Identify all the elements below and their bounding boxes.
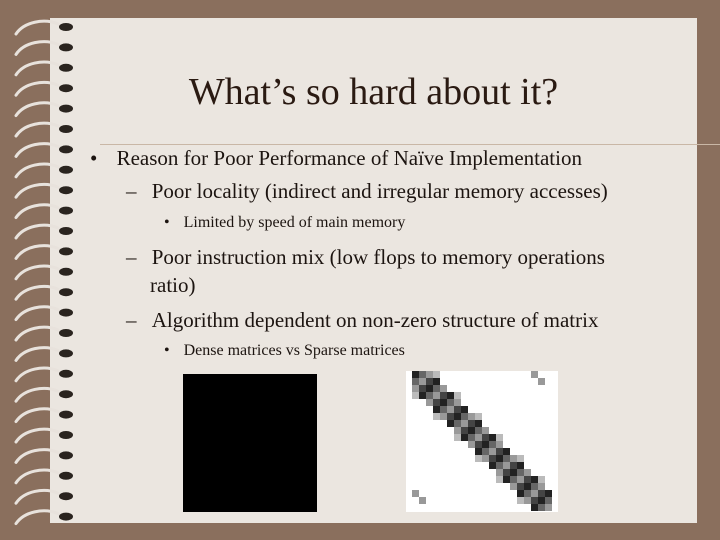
sparse-cell xyxy=(538,378,545,385)
sparse-cell xyxy=(524,490,531,497)
sparse-cell xyxy=(517,497,524,504)
binding-ring xyxy=(16,327,58,340)
sparse-cell xyxy=(461,413,468,420)
bullet-marker: • xyxy=(90,146,98,170)
binding-hole xyxy=(59,186,73,194)
binding-ring xyxy=(16,144,58,157)
binding-hole xyxy=(59,349,73,357)
binding-hole xyxy=(59,390,73,398)
binding-hole xyxy=(59,451,73,459)
sparse-cell xyxy=(524,497,531,504)
binding-ring xyxy=(16,103,58,116)
sparse-cell xyxy=(489,462,496,469)
bullet-text: Poor instruction mix (low flops to memory operations xyxy=(151,245,605,269)
binding-ring xyxy=(16,409,58,422)
binding-ring xyxy=(16,490,58,503)
sparse-cell xyxy=(496,476,503,483)
binding-hole xyxy=(59,411,73,419)
sparse-cell xyxy=(531,504,538,511)
binding-hole xyxy=(59,227,73,235)
sparse-cell xyxy=(517,490,524,497)
sparse-cell xyxy=(461,434,468,441)
binding-hole xyxy=(59,492,73,500)
sparse-cell xyxy=(454,399,461,406)
bullet-level-3 xyxy=(164,214,405,232)
binding-ring xyxy=(16,450,58,463)
sparse-cell xyxy=(419,392,426,399)
sparse-cell xyxy=(510,476,517,483)
binding-ring xyxy=(16,225,58,238)
sparse-cell xyxy=(440,385,447,392)
dense-matrix-icon xyxy=(183,374,317,512)
sparse-cell xyxy=(496,462,503,469)
sparse-cell xyxy=(489,434,496,441)
bullet-text: Poor locality (indirect and irregular memory accesses) xyxy=(151,179,608,203)
binding-hole xyxy=(59,84,73,92)
sparse-cell xyxy=(412,392,419,399)
binding-hole xyxy=(59,43,73,51)
bullet-level-2 xyxy=(126,245,605,270)
sparse-cell xyxy=(475,441,482,448)
sparse-cell xyxy=(496,455,503,462)
binding-hole xyxy=(59,329,73,337)
sparse-cell xyxy=(412,490,419,497)
sparse-cell xyxy=(461,420,468,427)
binding-hole xyxy=(59,288,73,296)
sparse-cell xyxy=(503,455,510,462)
sparse-cell xyxy=(517,462,524,469)
binding-ring xyxy=(16,184,58,197)
binding-hole xyxy=(59,23,73,31)
sparse-cell xyxy=(447,406,454,413)
binding-ring xyxy=(16,470,58,483)
sparse-cell xyxy=(440,399,447,406)
binding-ring xyxy=(16,123,58,136)
sparse-cell xyxy=(468,441,475,448)
bullet-level-2 xyxy=(126,179,608,204)
sparse-cell xyxy=(440,392,447,399)
sparse-cell xyxy=(433,378,440,385)
sparse-cell xyxy=(433,385,440,392)
binding-hole xyxy=(59,247,73,255)
sparse-cell xyxy=(489,448,496,455)
sparse-cell xyxy=(489,441,496,448)
sparse-cell xyxy=(475,448,482,455)
binding-ring xyxy=(16,286,58,299)
sparse-cell xyxy=(454,427,461,434)
sparse-cell xyxy=(496,441,503,448)
sparse-cell xyxy=(433,392,440,399)
binding-hole xyxy=(59,309,73,317)
slide-page xyxy=(50,18,697,523)
sparse-cell xyxy=(419,497,426,504)
binding-hole xyxy=(59,370,73,378)
title-divider xyxy=(100,144,720,145)
sparse-cell xyxy=(454,406,461,413)
sparse-cell xyxy=(468,420,475,427)
binding-hole xyxy=(59,145,73,153)
sparse-cell xyxy=(496,434,503,441)
sparse-cell xyxy=(503,469,510,476)
sparse-cell xyxy=(482,455,489,462)
sparse-cell xyxy=(496,448,503,455)
sparse-cell xyxy=(531,476,538,483)
bullet-marker: • xyxy=(164,214,170,231)
sparse-cell xyxy=(412,385,419,392)
binding-ring xyxy=(16,42,58,55)
sparse-cell xyxy=(419,378,426,385)
slide-title: What’s so hard about it? xyxy=(188,71,559,113)
sparse-cell xyxy=(496,469,503,476)
dash-marker: – xyxy=(126,179,137,203)
binding-ring xyxy=(16,307,58,320)
spiral-binding-icon xyxy=(10,16,82,526)
sparse-cell xyxy=(524,476,531,483)
binding-ring xyxy=(16,368,58,381)
sparse-cell xyxy=(447,413,454,420)
sparse-cell xyxy=(426,392,433,399)
sparse-cell xyxy=(531,371,538,378)
binding-hole xyxy=(59,207,73,215)
binding-ring xyxy=(16,62,58,75)
sparse-cell xyxy=(440,406,447,413)
binding-ring xyxy=(16,266,58,279)
bullet-level-1 xyxy=(90,146,582,171)
binding-ring xyxy=(16,348,58,361)
sparse-cell xyxy=(482,427,489,434)
binding-hole xyxy=(59,64,73,72)
sparse-cell xyxy=(454,413,461,420)
sparse-cell xyxy=(433,371,440,378)
binding-ring xyxy=(16,246,58,259)
sparse-cell xyxy=(489,455,496,462)
sparse-cell xyxy=(426,399,433,406)
sparse-cell xyxy=(433,406,440,413)
binding-hole xyxy=(59,125,73,133)
bullet-level-3 xyxy=(164,342,405,360)
sparse-cell xyxy=(517,476,524,483)
bullet-level-2 xyxy=(126,308,598,333)
sparse-cell xyxy=(433,413,440,420)
binding-ring xyxy=(16,511,58,524)
sparse-cell xyxy=(447,420,454,427)
sparse-cell xyxy=(482,434,489,441)
sparse-cell xyxy=(531,490,538,497)
sparse-cell xyxy=(454,420,461,427)
binding-ring xyxy=(16,429,58,442)
dash-marker: – xyxy=(126,245,137,269)
bullet-text: Algorithm dependent on non-zero structure of matrix xyxy=(151,308,599,332)
sparse-cell xyxy=(475,413,482,420)
sparse-cell xyxy=(503,462,510,469)
sparse-cell xyxy=(538,483,545,490)
sparse-cell xyxy=(454,434,461,441)
sparse-cell xyxy=(545,497,552,504)
binding-ring xyxy=(16,205,58,218)
bullet-marker: • xyxy=(164,342,170,359)
binding-hole xyxy=(59,513,73,521)
sparse-cell xyxy=(503,476,510,483)
binding-ring xyxy=(16,388,58,401)
binding-ring xyxy=(16,164,58,177)
sparse-cell xyxy=(538,504,545,511)
sparse-cell xyxy=(461,406,468,413)
binding-hole xyxy=(59,268,73,276)
sparse-cell xyxy=(468,434,475,441)
sparse-cell xyxy=(517,483,524,490)
sparse-cell xyxy=(524,483,531,490)
sparse-cell xyxy=(538,497,545,504)
sparse-cell xyxy=(482,448,489,455)
sparse-cell xyxy=(426,378,433,385)
bullet-continuation xyxy=(150,273,195,298)
sparse-cell xyxy=(447,399,454,406)
binding-hole xyxy=(59,166,73,174)
sparse-cell xyxy=(517,455,524,462)
sparse-cell xyxy=(412,371,419,378)
sparse-cell xyxy=(412,378,419,385)
bullet-text: Limited by speed of main memory xyxy=(183,214,406,231)
sparse-cell xyxy=(475,434,482,441)
sparse-cell xyxy=(517,469,524,476)
sparse-cell xyxy=(475,455,482,462)
sparse-cell xyxy=(545,504,552,511)
dash-marker: – xyxy=(126,308,137,332)
sparse-cell xyxy=(419,371,426,378)
sparse-cell xyxy=(475,427,482,434)
binding-ring xyxy=(16,82,58,95)
sparse-cell xyxy=(510,483,517,490)
binding-hole xyxy=(59,105,73,113)
sparse-cell xyxy=(468,413,475,420)
sparse-cell xyxy=(468,427,475,434)
sparse-cell xyxy=(461,427,468,434)
sparse-cell xyxy=(510,469,517,476)
sparse-cell xyxy=(454,392,461,399)
sparse-cell xyxy=(447,392,454,399)
sparse-cell xyxy=(419,385,426,392)
binding-ring xyxy=(16,21,58,34)
bullet-text: Dense matrices vs Sparse matrices xyxy=(183,342,405,359)
sparse-cell xyxy=(524,469,531,476)
sparse-cell xyxy=(440,413,447,420)
sparse-cell xyxy=(538,490,545,497)
sparse-cell xyxy=(426,385,433,392)
sparse-cell xyxy=(510,462,517,469)
sparse-cell xyxy=(503,448,510,455)
sparse-cell xyxy=(475,420,482,427)
sparse-cell xyxy=(426,371,433,378)
bullet-text: Reason for Poor Performance of Naïve Implementation xyxy=(116,146,582,170)
sparse-cell xyxy=(510,455,517,462)
binding-hole xyxy=(59,472,73,480)
sparse-cell xyxy=(531,483,538,490)
sparse-cell xyxy=(433,399,440,406)
sparse-cell xyxy=(545,490,552,497)
binding-hole xyxy=(59,431,73,439)
sparse-cell xyxy=(482,441,489,448)
bullet-text: ratio) xyxy=(150,273,196,297)
sparse-matrix-icon xyxy=(406,371,558,512)
sparse-cell xyxy=(538,476,545,483)
sparse-cell xyxy=(531,497,538,504)
